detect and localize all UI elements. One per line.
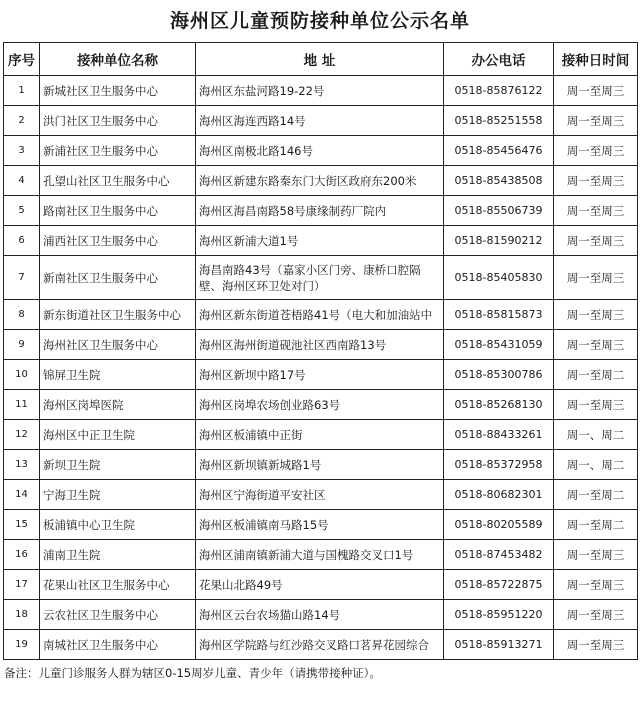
unit-address-cell: 海州区南极北路146号	[196, 136, 444, 166]
row-number-cell: 8	[4, 300, 40, 330]
vaccination-days-cell: 周一至周三	[554, 330, 638, 360]
office-phone-cell: 0518-85372958	[444, 450, 554, 480]
row-number-cell: 14	[4, 480, 40, 510]
unit-address-cell: 海州区云台农场猫山路14号	[196, 600, 444, 630]
unit-address-cell: 海州区浦南镇新浦大道与国槐路交叉口1号	[196, 540, 444, 570]
footnote: 备注：儿童门诊服务人群为辖区0-15周岁儿童、青少年（请携带接种证）。	[4, 666, 381, 680]
office-phone-cell: 0518-80682301	[444, 480, 554, 510]
office-phone-cell: 0518-85913271	[444, 630, 554, 660]
unit-name-cell: 海州区中正卫生院	[40, 420, 196, 450]
vaccination-days-cell: 周一至周三	[554, 196, 638, 226]
row-number-cell: 18	[4, 600, 40, 630]
unit-address-cell: 海州区板浦镇南马路15号	[196, 510, 444, 540]
table-row	[4, 480, 638, 510]
table-row	[4, 510, 638, 540]
unit-address-cell: 海昌南路43号（嘉家小区门旁、康桥口腔隔壁、海州区环卫处对门）	[196, 256, 444, 300]
table-row	[4, 136, 638, 166]
office-phone-cell: 0518-85300786	[444, 360, 554, 390]
table-row	[4, 330, 638, 360]
vaccination-days-cell: 周一至周三	[554, 630, 638, 660]
office-phone-cell: 0518-85506739	[444, 196, 554, 226]
office-phone-cell: 0518-85951220	[444, 600, 554, 630]
table-row	[4, 540, 638, 570]
vaccination-units-table	[3, 42, 638, 660]
office-phone-cell: 0518-87453482	[444, 540, 554, 570]
vaccination-days-cell: 周一至周三	[554, 226, 638, 256]
table-row	[4, 256, 638, 300]
unit-name-cell: 洪门社区卫生服务中心	[40, 106, 196, 136]
table-row	[4, 166, 638, 196]
unit-name-cell: 新坝卫生院	[40, 450, 196, 480]
unit-address-cell: 海州区岗埠农场创业路63号	[196, 390, 444, 420]
vaccination-days-cell: 周一至周三	[554, 256, 638, 300]
row-number-cell: 11	[4, 390, 40, 420]
row-number-cell: 1	[4, 76, 40, 106]
unit-address-cell: 海州区东盐河路19-22号	[196, 76, 444, 106]
header-phone: 办公电话	[444, 43, 554, 76]
vaccination-days-cell: 周一、周二	[554, 420, 638, 450]
table-row	[4, 226, 638, 256]
row-number-cell: 15	[4, 510, 40, 540]
office-phone-cell: 0518-85405830	[444, 256, 554, 300]
vaccination-days-cell: 周一至周三	[554, 106, 638, 136]
unit-name-cell: 南城社区卫生服务中心	[40, 630, 196, 660]
table-row	[4, 420, 638, 450]
unit-name-cell: 锦屏卫生院	[40, 360, 196, 390]
row-number-cell: 4	[4, 166, 40, 196]
table-row	[4, 390, 638, 420]
office-phone-cell: 0518-88433261	[444, 420, 554, 450]
unit-address-cell: 海州区新坝中路17号	[196, 360, 444, 390]
office-phone-cell: 0518-85456476	[444, 136, 554, 166]
unit-address-cell: 花果山北路49号	[196, 570, 444, 600]
table-row	[4, 76, 638, 106]
vaccination-days-cell: 周一至周三	[554, 540, 638, 570]
row-number-cell: 9	[4, 330, 40, 360]
row-number-cell: 7	[4, 256, 40, 300]
table-row	[4, 196, 638, 226]
table-row	[4, 450, 638, 480]
unit-address-cell: 海州区学院路与红沙路交叉路口茗昇花园综合	[196, 630, 444, 660]
header-address: 地 址	[196, 43, 444, 76]
vaccination-days-cell: 周一至周三	[554, 390, 638, 420]
page-title: 海州区儿童预防接种单位公示名单	[169, 10, 470, 32]
header-time: 接种日时间	[554, 43, 638, 76]
unit-name-cell: 浦西社区卫生服务中心	[40, 226, 196, 256]
unit-address-cell: 海州区新东街道苍梧路41号（电大和加油站中	[196, 300, 444, 330]
unit-address-cell: 海州区宁海街道平安社区	[196, 480, 444, 510]
table-row	[4, 300, 638, 330]
unit-name-cell: 新东街道社区卫生服务中心	[40, 300, 196, 330]
office-phone-cell: 0518-85431059	[444, 330, 554, 360]
vaccination-days-cell: 周一至周二	[554, 480, 638, 510]
office-phone-cell: 0518-85876122	[444, 76, 554, 106]
vaccination-days-cell: 周一至周三	[554, 166, 638, 196]
table-row	[4, 106, 638, 136]
unit-name-cell: 板浦镇中心卫生院	[40, 510, 196, 540]
row-number-cell: 17	[4, 570, 40, 600]
row-number-cell: 13	[4, 450, 40, 480]
table-row	[4, 630, 638, 660]
vaccination-days-cell: 周一至周三	[554, 570, 638, 600]
unit-name-cell: 路南社区卫生服务中心	[40, 196, 196, 226]
unit-address-cell: 海州区板浦镇中正街	[196, 420, 444, 450]
table-row	[4, 570, 638, 600]
vaccination-days-cell: 周一、周二	[554, 450, 638, 480]
row-number-cell: 6	[4, 226, 40, 256]
office-phone-cell: 0518-85268130	[444, 390, 554, 420]
unit-address-cell: 海州区海昌南路58号康缘制药厂院内	[196, 196, 444, 226]
vaccination-days-cell: 周一至周二	[554, 360, 638, 390]
table-header-row	[4, 43, 638, 76]
vaccination-days-cell: 周一至周三	[554, 136, 638, 166]
unit-name-cell: 孔望山社区卫生服务中心	[40, 166, 196, 196]
row-number-cell: 16	[4, 540, 40, 570]
row-number-cell: 12	[4, 420, 40, 450]
unit-name-cell: 宁海卫生院	[40, 480, 196, 510]
unit-address-cell: 海州区新浦大道1号	[196, 226, 444, 256]
vaccination-days-cell: 周一至周三	[554, 76, 638, 106]
unit-name-cell: 海州社区卫生服务中心	[40, 330, 196, 360]
row-number-cell: 3	[4, 136, 40, 166]
unit-address-cell: 海州区海连西路14号	[196, 106, 444, 136]
row-number-cell: 19	[4, 630, 40, 660]
table-row	[4, 360, 638, 390]
unit-name-cell: 海州区岗埠医院	[40, 390, 196, 420]
office-phone-cell: 0518-85438508	[444, 166, 554, 196]
office-phone-cell: 0518-81590212	[444, 226, 554, 256]
vaccination-days-cell: 周一至周二	[554, 510, 638, 540]
unit-address-cell: 海州区新坝镇新城路1号	[196, 450, 444, 480]
office-phone-cell: 0518-85815873	[444, 300, 554, 330]
office-phone-cell: 0518-85251558	[444, 106, 554, 136]
office-phone-cell: 0518-80205589	[444, 510, 554, 540]
unit-name-cell: 浦南卫生院	[40, 540, 196, 570]
office-phone-cell: 0518-85722875	[444, 570, 554, 600]
header-name: 接种单位名称	[40, 43, 196, 76]
table-row	[4, 600, 638, 630]
unit-address-cell: 海州区海州街道砚池社区西南路13号	[196, 330, 444, 360]
unit-name-cell: 新城社区卫生服务中心	[40, 76, 196, 106]
unit-name-cell: 花果山社区卫生服务中心	[40, 570, 196, 600]
unit-address-cell: 海州区新建东路秦东门大街区政府东200米	[196, 166, 444, 196]
unit-name-cell: 云农社区卫生服务中心	[40, 600, 196, 630]
unit-name-cell: 新浦社区卫生服务中心	[40, 136, 196, 166]
unit-name-cell: 新南社区卫生服务中心	[40, 256, 196, 300]
row-number-cell: 10	[4, 360, 40, 390]
vaccination-days-cell: 周一至周三	[554, 300, 638, 330]
header-no: 序号	[4, 43, 40, 76]
row-number-cell: 2	[4, 106, 40, 136]
row-number-cell: 5	[4, 196, 40, 226]
vaccination-days-cell: 周一至周三	[554, 600, 638, 630]
table-body	[4, 76, 638, 660]
